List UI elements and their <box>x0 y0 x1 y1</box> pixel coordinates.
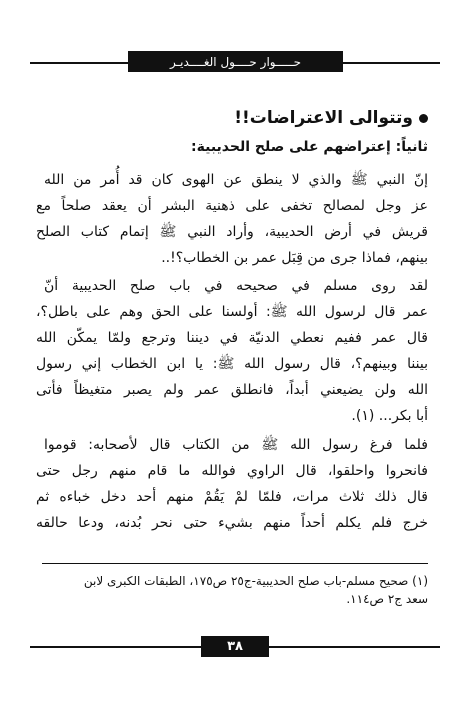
text-line: فانحروا واحلقوا، قال الراوي فوالله ما قام منهم رجل حتى <box>36 463 428 479</box>
text-line: قال ذلك ثلاث مرات، فلمّا لمْ يَقُمْ منهم أحد دخل خباءه ثم <box>36 489 428 505</box>
text-line: الله ولن يضيعني أبداً، فانطلق عمر ولم يصبر متغيظاً فأتى <box>36 382 428 398</box>
text-line: لقد روى مسلم في صحيحه في باب صلح الحديبية أنّ <box>44 278 428 294</box>
text-line: أبا بكر... (١). <box>351 408 428 424</box>
page-number: ٣٨ <box>227 639 243 654</box>
footnote-line: (١) صحيح مسلم-باب صلح الحديبية-ج٢٥ ص١٧٥، الطبقات الكبرى لابن <box>83 574 428 588</box>
subheading: ثانياً: إعتراضهم على صلح الحديبية: <box>191 139 428 155</box>
running-title: حـــــوار حــــول الغــــديـر <box>170 54 301 69</box>
text-line: عمر قال لرسول الله ﷺ: أولسنا على الحق وهم على باطل؟، <box>36 304 428 320</box>
running-header <box>128 51 343 72</box>
text-line: فلما فرغ رسول الله ﷺ من الكتاب قال لأصحابه: قوموا <box>44 437 428 453</box>
text-line: قريش في أرض الحديبية، وأراد النبي ﷺ إتمام كتاب الصلح <box>36 224 428 240</box>
bullet-icon <box>419 114 428 123</box>
text-line: قال عمر ففيم نعطي الدنيّة في ديننا وترجع ولمّا يمكّن الله <box>36 330 428 346</box>
section-heading <box>234 108 428 128</box>
text-line: بينهم، فماذا جرى من قِبَل عمر بن الخطاب؟!.. <box>161 250 428 266</box>
footnote-divider <box>42 563 428 564</box>
page-number-box <box>201 636 269 657</box>
text-line: بيننا وبينهم؟، قال رسول الله ﷺ: يا ابن الخطاب إني رسول <box>36 356 428 372</box>
section-heading-text: وتتوالى الاعتراضات!! <box>234 108 413 128</box>
footnote-line: سعد ج٢ ص١١٤. <box>346 592 428 606</box>
text-line: إنّ النبي ﷺ والذي لا ينطق عن الهوى كان قد أُمر من الله <box>44 172 428 188</box>
text-line: عز وجل لمصالح تخفى على ذهنية البشر أن يعقد صلحاً مع <box>36 198 428 214</box>
text-line: خرج فلم يكلم أحداً منهم بشيء حتى نحر بُدنه، ودعا حالقه <box>36 515 428 531</box>
